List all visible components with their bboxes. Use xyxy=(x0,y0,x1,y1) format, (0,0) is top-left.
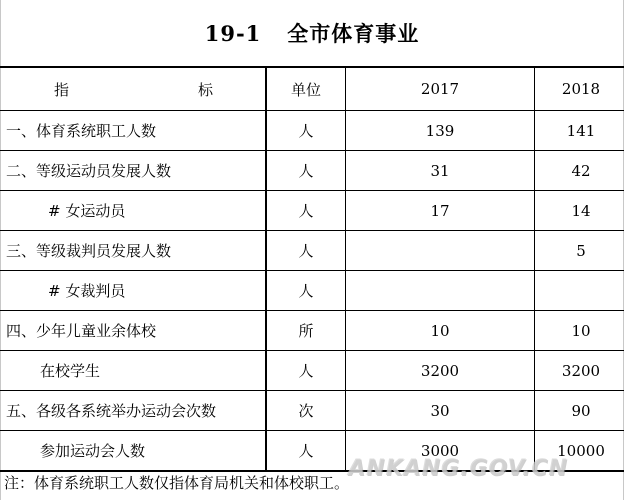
row-indicator: # 女运动员 xyxy=(0,191,266,231)
row-unit: 人 xyxy=(266,271,346,311)
row-indicator: 参加运动会人数 xyxy=(0,431,266,472)
row-unit: 人 xyxy=(266,431,346,472)
title-text: 全市体育事业 xyxy=(287,21,420,46)
row-indicator: 三、等级裁判员发展人数 xyxy=(0,231,266,271)
row-unit: 人 xyxy=(266,111,346,151)
table-row xyxy=(0,191,624,231)
row-unit: 人 xyxy=(266,191,346,231)
row-indicator: 一、体育系统职工人数 xyxy=(0,111,266,151)
header-year-2017: 2017 xyxy=(346,67,535,111)
page-title xyxy=(0,0,624,66)
title-number: 19-1 xyxy=(204,20,262,46)
row-value-2017 xyxy=(346,271,535,311)
row-indicator: 五、各级各系统举办运动会次数 xyxy=(0,391,266,431)
table-row xyxy=(0,311,624,351)
row-indicator: 二、等级运动员发展人数 xyxy=(0,151,266,191)
row-unit: 所 xyxy=(266,311,346,351)
row-value-2018: 90 xyxy=(535,391,624,431)
header-indicator xyxy=(0,67,266,111)
row-value-2017: 3200 xyxy=(346,351,535,391)
row-value-2017: 17 xyxy=(346,191,535,231)
header-indicator-b: 标 xyxy=(197,80,213,99)
statistics-table xyxy=(0,66,624,472)
header-unit: 单位 xyxy=(266,67,346,111)
header-indicator-a: 指 xyxy=(54,80,70,99)
row-unit: 人 xyxy=(266,351,346,391)
table-row xyxy=(0,111,624,151)
row-value-2018: 14 xyxy=(535,191,624,231)
row-unit: 次 xyxy=(266,391,346,431)
table-row xyxy=(0,151,624,191)
row-value-2017: 30 xyxy=(346,391,535,431)
row-unit: 人 xyxy=(266,231,346,271)
row-indicator: 四、少年儿童业余体校 xyxy=(0,311,266,351)
row-value-2018: 3200 xyxy=(535,351,624,391)
table-header-row xyxy=(0,67,624,111)
row-indicator: # 女裁判员 xyxy=(0,271,266,311)
row-indicator: 在校学生 xyxy=(0,351,266,391)
row-value-2018: 141 xyxy=(535,111,624,151)
table-row xyxy=(0,391,624,431)
row-value-2018: 42 xyxy=(535,151,624,191)
row-unit: 人 xyxy=(266,151,346,191)
table-row xyxy=(0,351,624,391)
row-value-2017: 31 xyxy=(346,151,535,191)
row-value-2017 xyxy=(346,231,535,271)
header-year-2018: 2018 xyxy=(535,67,624,111)
row-value-2018: 10 xyxy=(535,311,624,351)
row-value-2018: 5 xyxy=(535,231,624,271)
row-value-2018 xyxy=(535,271,624,311)
watermark: ANKANG.GOV.CN xyxy=(348,456,568,481)
row-value-2018: 10000 xyxy=(535,431,624,472)
table-row xyxy=(0,271,624,311)
row-value-2017: 3000 xyxy=(346,431,535,472)
row-value-2017: 10 xyxy=(346,311,535,351)
table-row xyxy=(0,231,624,271)
table-footnote: 注：体育系统职工人数仅指体育局机关和体校职工。 xyxy=(4,474,350,492)
row-value-2017: 139 xyxy=(346,111,535,151)
